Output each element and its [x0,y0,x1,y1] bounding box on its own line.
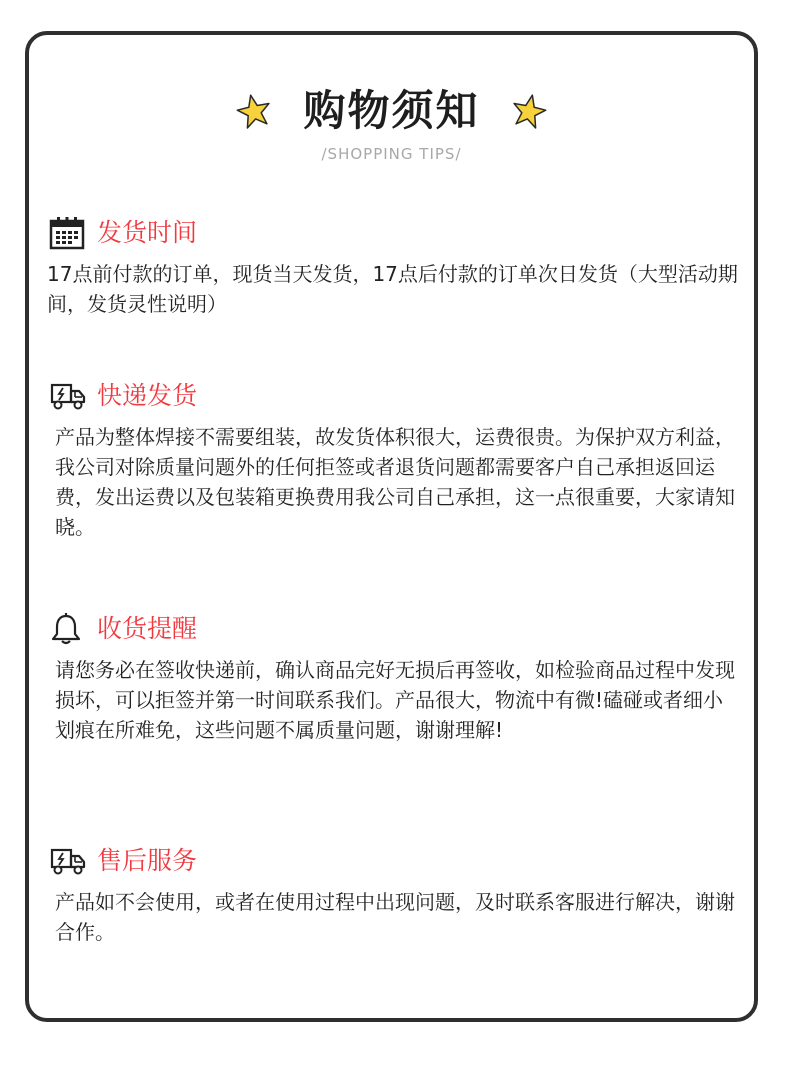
section-receipt-reminder [49,609,740,745]
calendar-icon [49,216,87,250]
section-body: 请您务必在签收快递前，确认商品完好无损后再签收，如检验商品过程中发现损坏，可以拒签并第一时间联系我们。产品很大，物流中有微!磕碰或者细小划痕在所难免，这些问题不属质量问题，谢谢理解! [55,658,735,742]
star-icon [235,92,273,130]
section-header [49,609,740,649]
section-title: 快递发货 [97,381,198,410]
shopping-tips-card [25,31,758,1022]
title-row [29,83,754,139]
page-subtitle: /SHOPPING TIPS/ [321,145,462,163]
section-title: 收货提醒 [97,614,198,643]
section-express-delivery [49,376,740,542]
section-body: 产品如不会使用，或者在使用过程中出现问题，及时联系客服进行解决，谢谢合作。 [55,890,735,944]
section-after-sales [49,841,740,947]
delivery-truck-icon [49,844,87,878]
delivery-truck-icon [49,379,87,413]
section-title: 售后服务 [97,846,198,875]
section-header [49,841,740,881]
page-title: 购物须知 [303,86,480,135]
section-header [49,376,740,416]
section-body: 产品为整体焊接不需要组装，故发货体积很大，运费很贵。为保护双方利益，我公司对除质量问题外的任何拒签或者退货问题都需要客户自己承担返回运费，发出运费以及包装箱更换费用我公司自己承担，这一点很重要，大家请知晓。 [55,425,735,539]
section-header [49,213,740,253]
bell-icon [49,612,87,646]
section-title: 发货时间 [97,218,198,247]
section-shipping-time [49,213,740,319]
section-body: 17点前付款的订单，现货当天发货，17点后付款的订单次日发货（大型活动期间，发货灵性说明） [47,262,738,316]
star-icon [510,92,548,130]
